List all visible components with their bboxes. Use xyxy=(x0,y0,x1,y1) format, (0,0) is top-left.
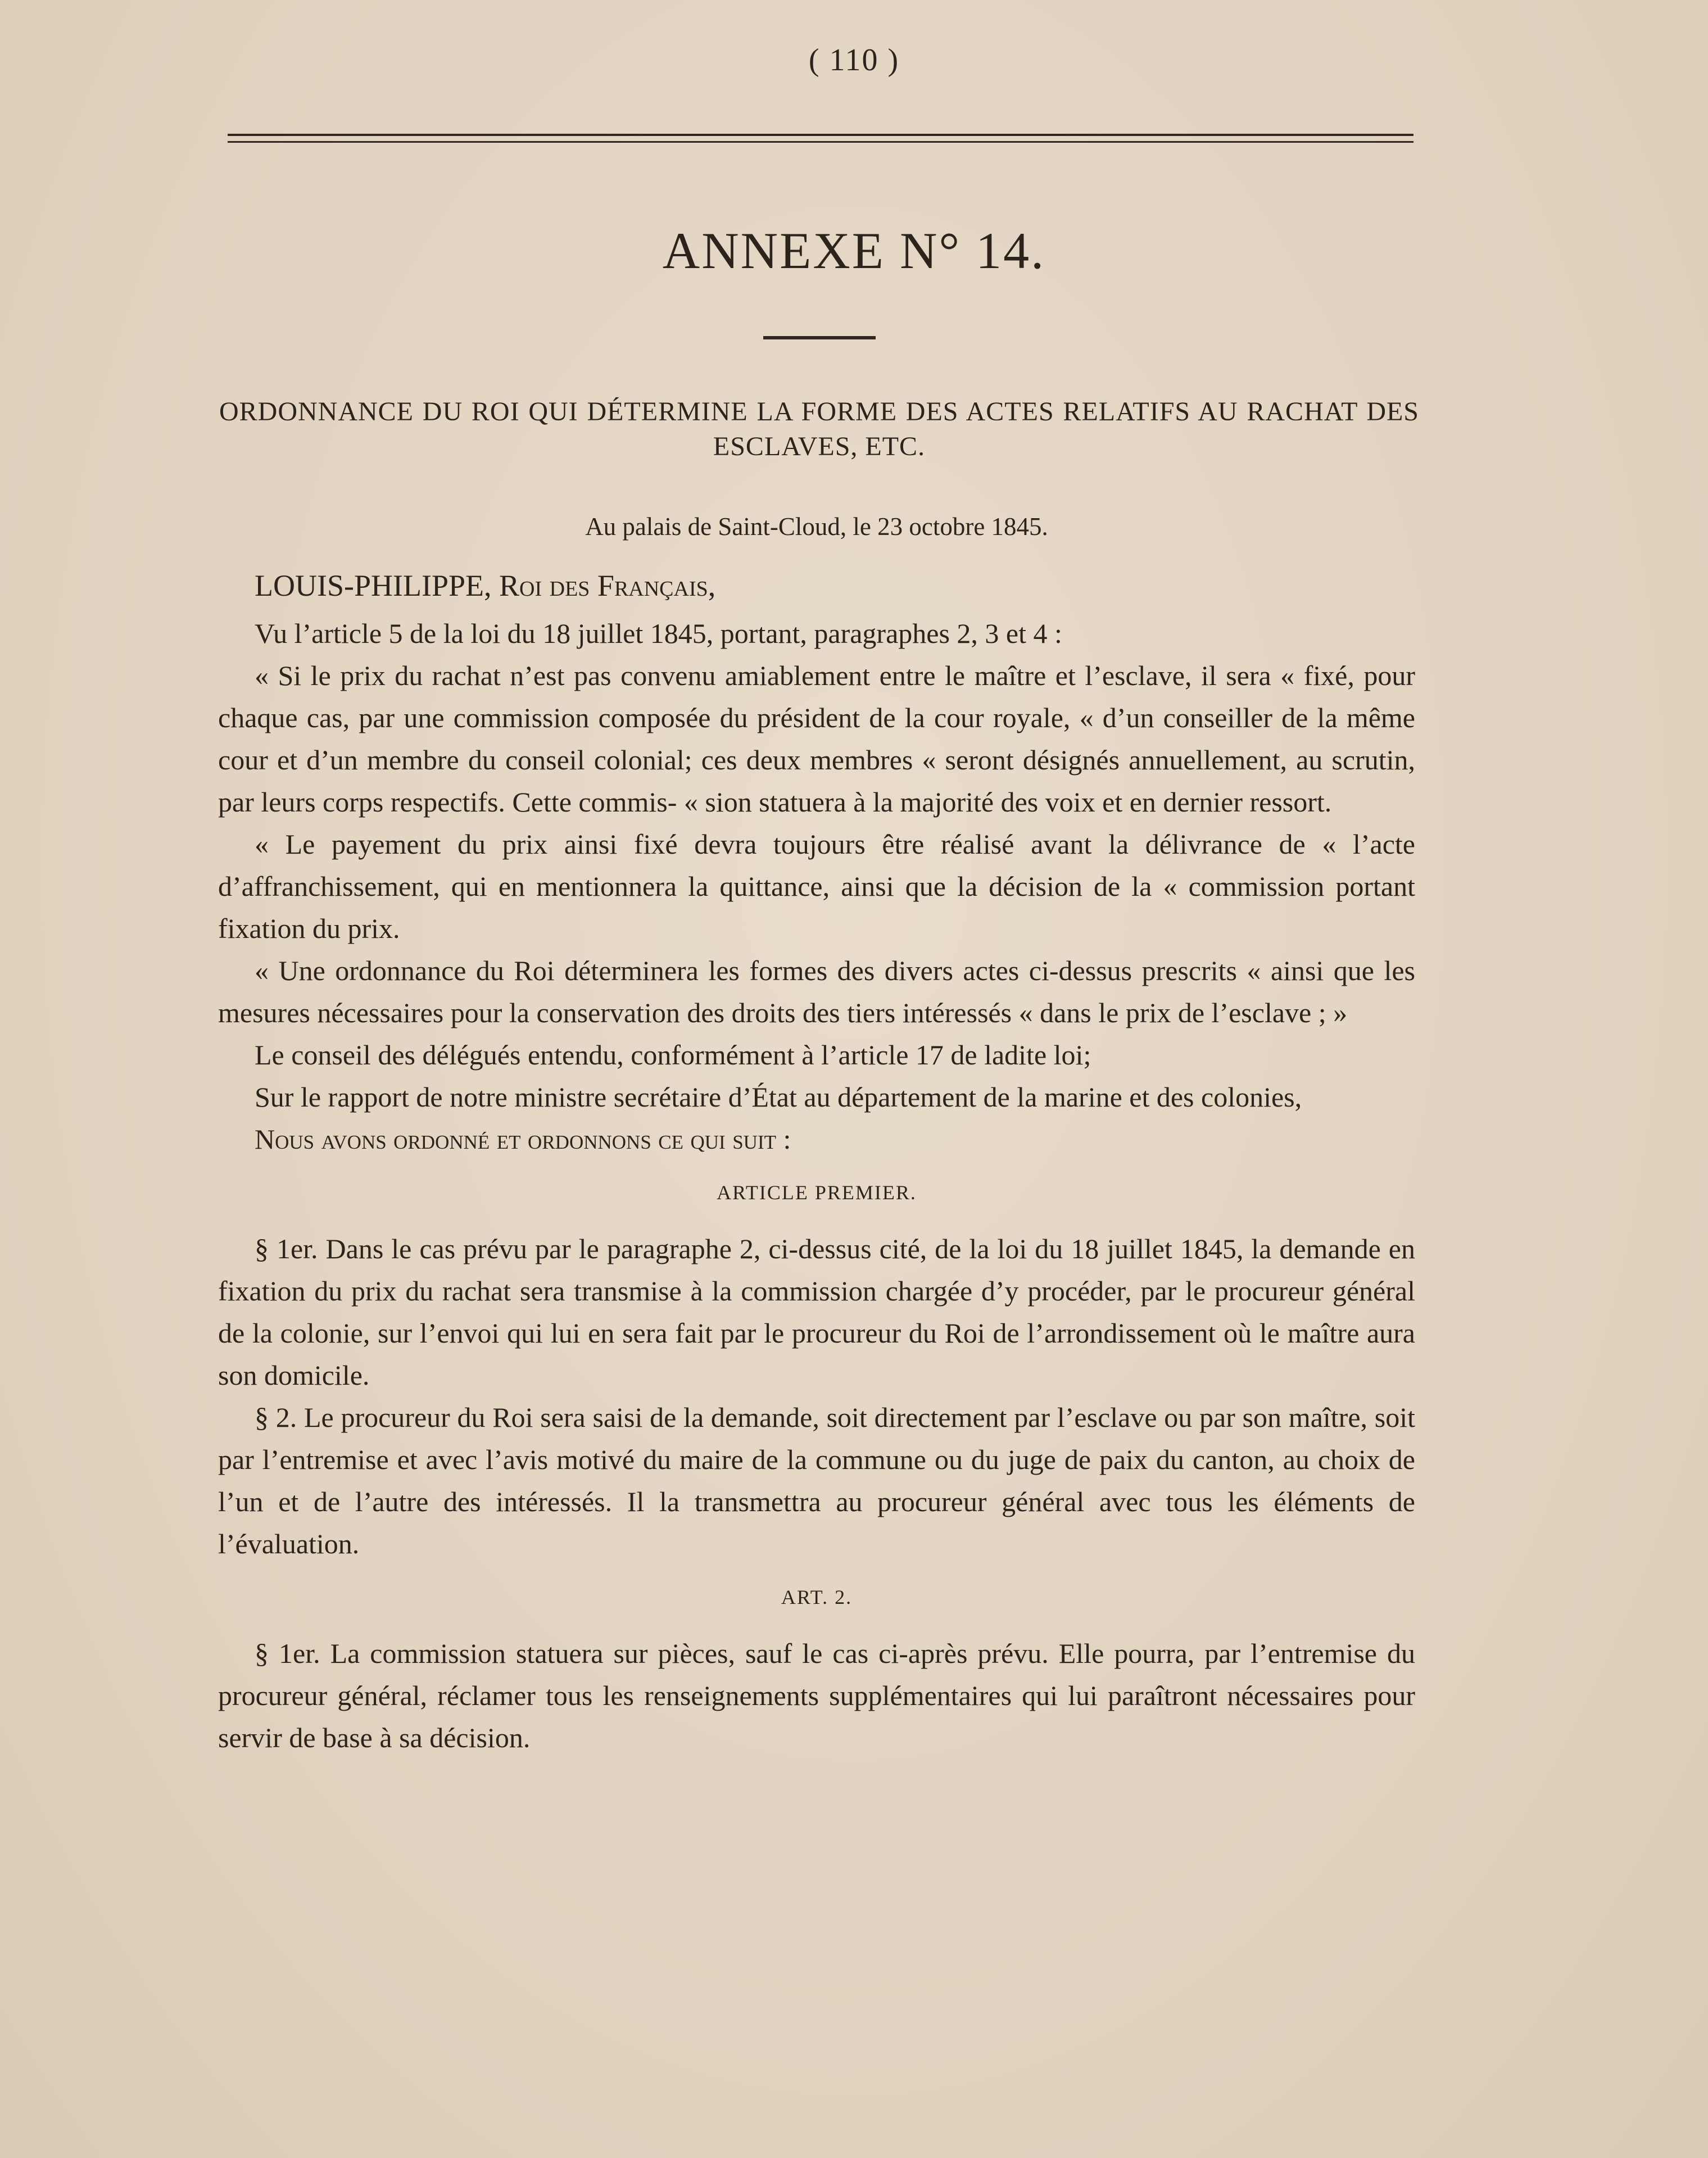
title-separator-rule xyxy=(763,336,876,339)
vu-paragraph: Vu l’article 5 de la loi du 18 juillet 1845, portant, paragraphes 2, 3 et 4 : xyxy=(255,618,1062,649)
quote-paragraph-2: « Le payement du prix ainsi fixé devra toujours être réalisé avant la délivrance de « l’acte d’affranchissement, qui en mentionnera la quittance, ainsi que la décision de la « commission portant fixation du prix. xyxy=(218,828,1415,944)
article-1-section-1: § 1er. Dans le cas prévu par le paragraphe 2, ci-dessus cité, de la loi du 18 juillet 1845, la demande en fixation du prix du rachat sera transmise à la commission chargée d’y procéder, par le procureur général de la colonie, sur l’envoi qui lui en sera fait par le procureur du Roi de l’arrondissement où le maître aura son domicile. xyxy=(218,1233,1415,1391)
nous-paragraph: Nous avons ordonné et ordonnons ce qui suit : xyxy=(255,1123,791,1155)
conseil-paragraph: Le conseil des délégués entendu, conformément à l’article 17 de ladite loi; xyxy=(255,1039,1091,1071)
article-1-heading: ARTICLE PREMIER. xyxy=(717,1181,917,1204)
article-2-heading: ART. 2. xyxy=(781,1586,853,1608)
header-double-rule xyxy=(228,134,1413,143)
annexe-title: ANNEXE N° 14. xyxy=(662,222,1046,279)
rapport-paragraph: Sur le rapport de notre ministre secrétaire d’État au département de la marine et des colonies, xyxy=(255,1081,1302,1113)
article-2-section-1: § 1er. La commission statuera sur pièces, sauf le cas ci-après prévu. Elle pourra, par l’entremise du procureur général, réclamer tous les renseignements supplémentaires qui lui paraîtront nécessaires pour servir de base à sa décision. xyxy=(218,1638,1415,1753)
page-number: ( 110 ) xyxy=(808,43,900,78)
ordonnance-title: ORDONNANCE DU ROI QUI DÉTERMINE LA FORME DES ACTES RELATIFS AU RACHAT DES ESCLAVES, ETC. xyxy=(219,397,1419,461)
king-heading: LOUIS-PHILIPPE, Roi des Français, xyxy=(255,569,716,602)
quote-paragraph-1: « Si le prix du rachat n’est pas convenu amiablement entre le maître et l’esclave, il sera « fixé, pour chaque cas, par une commission composée du président de la cour royale, « d’un conseiller de la même cour et d’un membre du conseil colonial; ces deux membres « seront désignés annuellement, au scrutin, par leurs corps respectifs. Cette commis- « sion statuera à la majorité des voix et en dernier ressort. xyxy=(218,660,1415,818)
quote-paragraph-3: « Une ordonnance du Roi déterminera les formes des divers actes ci-dessus prescrits « ainsi que les mesures nécessaires pour la conservation des droits des tiers intéressés « dans le prix de l’esclave ; » xyxy=(218,955,1415,1028)
dateline: Au palais de Saint-Cloud, le 23 octobre 1845. xyxy=(585,513,1048,541)
main-text xyxy=(218,506,1415,1759)
article-1-section-2: § 2. Le procureur du Roi sera saisi de la demande, soit directement par l’esclave ou par son maître, soit par l’entremise et avec l’avis motivé du maire de la commune ou du juge de paix du canton, au choix de l’un et de l’autre des intéressés. Il la transmettra au procureur général avec tous les éléments de l’évaluation. xyxy=(218,1402,1415,1559)
